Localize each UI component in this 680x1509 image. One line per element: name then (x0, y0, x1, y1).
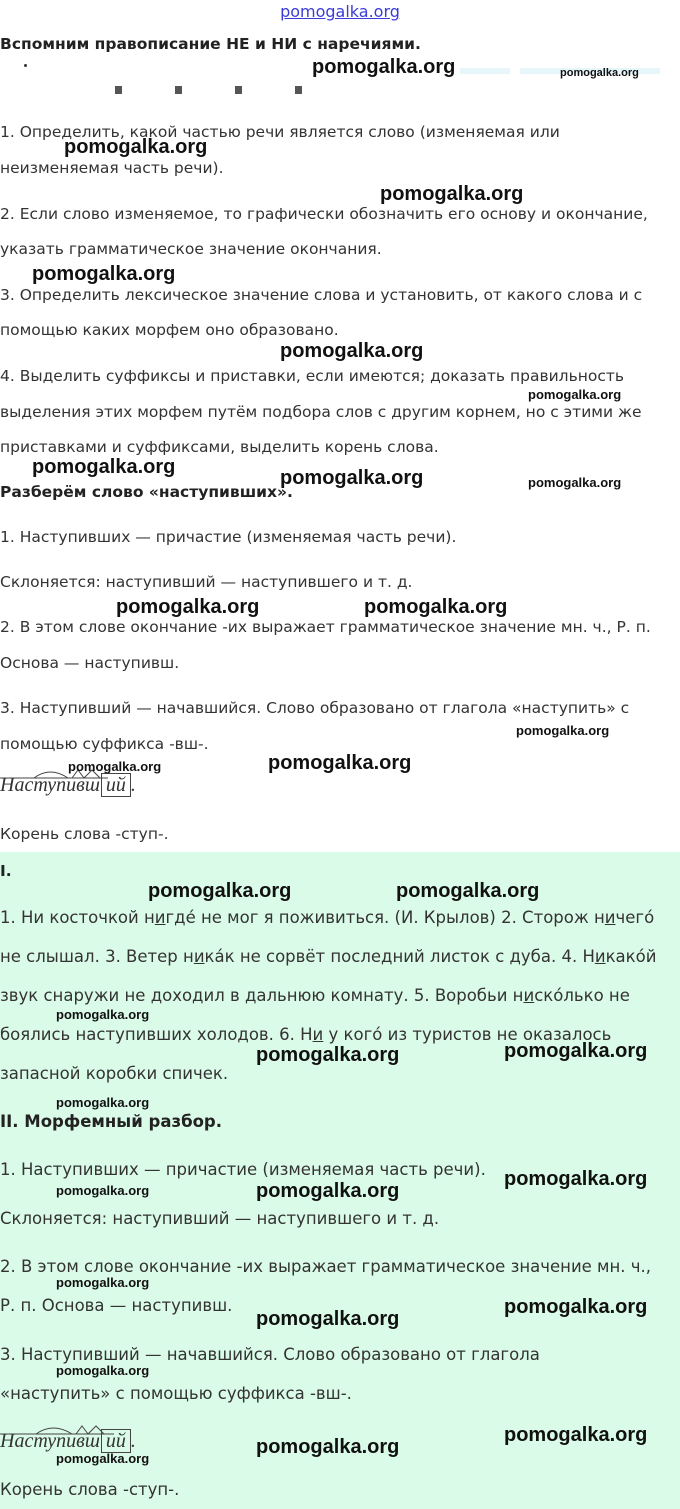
word-ending: ий (101, 1429, 131, 1453)
analysis-title: Разберём слово «наступивших». (0, 483, 293, 501)
watermark: pomogalka.org (516, 723, 610, 738)
letter-i: и (312, 1025, 324, 1044)
intro-line: 2. Если слово изменяемое, то графически обозначить его основу и окончание, (0, 205, 648, 223)
letter-i: и (154, 908, 166, 927)
watermark: pomogalka.org (560, 67, 639, 79)
watermark: pomogalka.org (56, 1275, 150, 1290)
letter-i: и (594, 947, 606, 966)
analysis-line: Основа — наступивш. (0, 654, 180, 672)
intro-line: выделения этих морфем путём подбора слов с другим корнем, но с этими же (0, 403, 642, 421)
top-site-link[interactable]: pomogalka.org (280, 2, 400, 21)
letter-i: и (604, 908, 616, 927)
text-run: ско́лько не (534, 986, 630, 1005)
parse-line: «наступить» с помощью суффикса -вш-. (0, 1384, 352, 1403)
watermark: pomogalka.org (256, 1436, 400, 1458)
watermark: pomogalka.org (32, 263, 176, 285)
text-run: 1. Ни косточкой н (0, 908, 155, 927)
watermark: pomogalka.org (32, 456, 176, 478)
root-line-2: Корень слова -ступ-. (0, 1480, 180, 1499)
header-title: Вспомним правописание НЕ и НИ с наречиями. (0, 35, 421, 53)
watermark: pomogalka.org (56, 1183, 150, 1198)
watermark: pomogalka.org (528, 387, 622, 402)
intro-line: 3. Определить лексическое значение слова и установить, от какого слова и с (0, 286, 643, 304)
text-run: не слышал. 3. Ветер н (0, 947, 194, 966)
watermark: pomogalka.org (68, 759, 162, 774)
analysis-line: помощью суффикса -вш-. (0, 735, 209, 753)
watermark: pomogalka.org (396, 880, 540, 902)
text-run: чего́ (615, 908, 655, 927)
analysis-line: 1. Наступивших — причастие (изменяемая часть речи). (0, 528, 457, 546)
watermark: pomogalka.org (312, 56, 456, 78)
text-run: запасной коробки спичек. (0, 1064, 229, 1083)
section2-title: II. Морфемный разбор. (0, 1112, 223, 1131)
text-run: како́й (605, 947, 657, 966)
intro-line: неизменяемая часть речи). (0, 159, 224, 177)
watermark: pomogalka.org (380, 183, 524, 205)
parse-line: 3. Наступивший — начавшийся. Слово образовано от глагола (0, 1345, 540, 1364)
watermark: pomogalka.org (268, 752, 412, 774)
exercise-line (0, 986, 630, 1006)
watermark: pomogalka.org (256, 1308, 400, 1330)
header-decor-line (460, 68, 510, 74)
watermark: pomogalka.org (256, 1044, 400, 1066)
period: . (130, 1430, 136, 1452)
watermark: pomogalka.org (148, 880, 292, 902)
intro-line: помощью каких морфем оно образовано. (0, 321, 339, 339)
watermark: pomogalka.org (256, 1180, 400, 1202)
text-run: звук снаружи не доходил в дальнюю комнату. 5. Воробьи н (0, 986, 524, 1005)
watermark: pomogalka.org (280, 467, 424, 489)
watermark: pomogalka.org (64, 136, 208, 158)
watermark: pomogalka.org (504, 1424, 648, 1446)
exercise-line (0, 1064, 228, 1084)
watermark: pomogalka.org (504, 1296, 648, 1318)
parse-line: Р. п. Основа — наступивш. (0, 1296, 233, 1315)
parse-line: Склоняется: наступивший — наступившего и т. д. (0, 1209, 440, 1228)
text-run: у кого́ из туристов не оказалось (323, 1025, 612, 1044)
letter-i: и (193, 947, 205, 966)
letter-i: и (523, 986, 535, 1005)
text-run: боялись наступивших холодов. 6. Н (0, 1025, 313, 1044)
parse-line: 2. В этом слове окончание -их выражает грамматическое значение мн. ч., (0, 1257, 652, 1276)
text-run: где́ не мог я поживиться. (И. Крылов) 2. Сторож н (165, 908, 605, 927)
intro-line: приставками и суффиксами, выделить корень слова. (0, 438, 439, 456)
watermark: pomogalka.org (56, 1451, 150, 1466)
period: . (130, 774, 136, 796)
watermark: pomogalka.org (280, 340, 424, 362)
intro-line: 4. Выделить суффиксы и приставки, если имеются; доказать правильность (0, 367, 625, 385)
exercise-line (0, 908, 654, 928)
intro-line: указать грамматическое значение окончания. (0, 240, 382, 258)
analysis-line: Склоняется: наступивший — наступившего и т. д. (0, 573, 413, 591)
word-stem: Наступивш (0, 1430, 100, 1452)
watermark: pomogalka.org (56, 1007, 150, 1022)
watermark: pomogalka.org (504, 1040, 648, 1062)
exercise-line (0, 947, 656, 967)
analysis-line: 3. Наступивший — начавшийся. Слово образовано от глагола «наступить» с (0, 699, 630, 717)
section1-title: I. (0, 862, 12, 880)
text-run: ка́к не сорвёт последний листок с дуба. 4. Н (204, 947, 595, 966)
parse-line: 1. Наступивших — причастие (изменяемая часть речи). (0, 1160, 486, 1179)
word-stem: Наступивш (0, 774, 100, 796)
morpheme-marks-2 (0, 1422, 160, 1438)
watermark: pomogalka.org (116, 596, 260, 618)
watermark: pomogalka.org (56, 1363, 150, 1378)
watermark: pomogalka.org (364, 596, 508, 618)
clipped-text-remnant (115, 86, 345, 94)
watermark: pomogalka.org (528, 475, 622, 490)
watermark: pomogalka.org (504, 1168, 648, 1190)
analysis-line: 2. В этом слове окончание -их выражает грамматическое значение мн. ч., Р. п. (0, 618, 651, 636)
bullet-dot (24, 64, 27, 67)
word-ending: ий (101, 773, 131, 797)
watermark: pomogalka.org (56, 1095, 150, 1110)
root-line: Корень слова -ступ-. (0, 825, 169, 843)
intro-line: 1. Определить, какой частью речи является слово (изменяемая или (0, 123, 560, 141)
